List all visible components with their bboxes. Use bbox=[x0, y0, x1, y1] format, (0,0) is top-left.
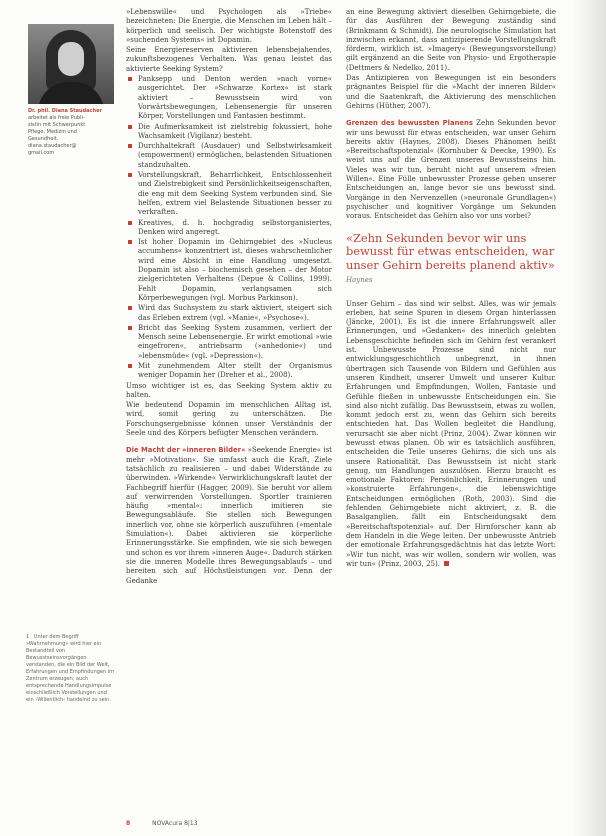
page-edge-shadow bbox=[572, 0, 606, 836]
list-item: Die Aufmerksamkeit ist zielstrebig fokussiert, hohe Wachsamkeit (Vigilanz) besteht. bbox=[126, 123, 332, 142]
footnote bbox=[26, 634, 114, 704]
bullet-square-icon bbox=[128, 240, 132, 244]
author-line: Pflege, Medizin und bbox=[28, 129, 77, 135]
paragraph: Das Antizipieren von Bewegungen ist ein besonders prägnantes Beispiel für die »Macht der inneren Bilder« und die Saatenkraft, die Aktivierung des menschlichen Gehirns (Hüther, 2007). bbox=[346, 74, 556, 110]
bullet-square-icon bbox=[128, 77, 132, 81]
page-footer bbox=[126, 820, 198, 827]
section-heading: Die Macht der »inneren Bilder« bbox=[126, 446, 246, 455]
list-item: Bricht das Seeking System zusammen, verliert der Mensch seine Lebensenergie. Er wirkt emotional »wie eingefroren«, antriebsarm (»anhedonie«) und »lebensmüde« (vgl. »Depression«). bbox=[126, 324, 332, 361]
author-email[interactable]: diana.staudacher@ bbox=[28, 143, 77, 149]
section-paragraph bbox=[346, 119, 556, 221]
paragraph: Seine Energiereserven aktivieren lebensbejahendes, zukunftsbezogenes Verhalten. Was genau leistet das aktivierte Seeking System? bbox=[126, 46, 332, 73]
pull-quote bbox=[346, 232, 556, 288]
author-bio bbox=[28, 108, 116, 157]
bullet-square-icon bbox=[128, 364, 132, 368]
end-mark-icon bbox=[444, 561, 449, 566]
footnote-number: 1 bbox=[26, 634, 30, 640]
author-photo bbox=[28, 24, 114, 104]
list-item: Wird das Suchsystem zu stark aktiviert, steigert sich das Erleben extrem (vgl. »Manie«, »Psychose«). bbox=[126, 304, 332, 323]
paragraph: Wie bedeutend Dopamin im menschlichen Alltag ist, wird, somit gering zu unterschätzen. Die Forschungsergebnisse können unser Verständnis der Seele und des Körpers befügter Menschen verändern. bbox=[126, 401, 332, 438]
list-item: Vorstellungskraft, Beharrlichkeit, Entschlossenheit und Zielstrebigkeit sind Persönlichkeitseigenschaften, die eng mit dem Seeking System verbunden sind. Sie helfen, extrem viel Belastende Situationen besser zu verkraften. bbox=[126, 171, 332, 217]
list-item: Kreatives, d. h. hochgradig selbstorganisiertes, Denken wird angeregt. bbox=[126, 219, 332, 238]
list-item: Panksepp und Denton werden »nach vorne« ausgerichtet. Der »Schwarze Kortex« ist stark aktiviert – Bewusstsein wird von Vorwärtsbewegungen, Lebensenergie für unseren Körper, Vorstellungen und Fantasien bestimmt. bbox=[126, 75, 332, 121]
article-column-1 bbox=[126, 8, 332, 587]
bullet-square-icon bbox=[128, 125, 132, 129]
bullet-square-icon bbox=[128, 221, 132, 225]
pull-quote-source: Haynes bbox=[346, 276, 373, 285]
author-line: arbeitet als freie Publi- bbox=[28, 115, 85, 121]
bullet-square-icon bbox=[128, 144, 132, 148]
paragraph-text: Unser Gehirn – das sind wir selbst. Alles, was wir jemals erleben, hat seine Spuren in diesem Organ hinterlassen (Jäncke, 2001). Es ist die innere Erfahrungswelt aller Erinnerungen, und »Gedanken« des innerlich gelebten Lebensgeschichte befinden sich im Gehirn fest verankert ist. Unbewusste Prozesse sind nicht nur entwicklungsgeschichtlich unbegrenzt, in ihnen übertragen sich Tausende von Bildern und Gefühlen aus unseren Kindheit, unserer Umwelt und unserer Kultur. Erfahrungen und Empfindungen, Wollen, Fantasie und Gefühle fließen in unbewusste Entscheidungen ein. Sie sind also nicht zufällig. Das Bewusstsein, etwas zu wollen, kommt jedoch erst zu, wenn das Gehirn sich bereits entschieden hat. Das Wollen begleitet die Handlung, verursacht sie aber nicht (Prinz, 2004). Zwar können wir bewusst etwas planen. Ob wir es tatsächlich ausführen, entscheiden die Teile unseres Gehirns, die sich uns als unsere Rationalität. Das Bewusstsein ist nicht stark genug, um Handlungen auszulösen. Hierzu braucht es emotionale Faktoren: Persönlichkeit, Erinnerungen und »konstruierte Erfahrungen«, die lebenswichtige Entscheidungen ermöglichen (Roth, 2003). Sind die fehlenden Gehirngebiete nicht aktiviert, z. B. die Basalganglien, fällt ein Entscheidungsakt dem »Bereitschaftspotenzial« auf. Der Hirnforscher kann ab dem Handeln in die Wege leiten. Der unbewusste Antrieb der emotionale Erfahrungsgedächtnis hat das letzte Wort: »Wir tun nicht, was wir wollen, sondern wir wollen, was wir tun« (Prinz, 2003, 25). bbox=[346, 299, 556, 568]
author-line: zistin mit Schwerpunkt bbox=[28, 122, 86, 128]
section-paragraph bbox=[126, 446, 332, 585]
article-column-2 bbox=[346, 8, 556, 570]
footnote-text: Unter dem Begriff »Wahrnehmung« wird hier ein Bestandteil von Bewusstseinsvorgängen verstanden, die ein Bild der Welt, Erfahrungen und Empfindungen im Zentrum erzeugen; auch entsprechende Handlungsimpulse einschließlich Vorstellungen und ein ›Willentlich‹ handelnd zu sein. bbox=[26, 634, 115, 703]
bullet-square-icon bbox=[128, 326, 132, 330]
bullet-list bbox=[126, 75, 332, 381]
list-item: Durchhaltekraft (Ausdauer) und Selbstwirksamkeit (empowerment) ermöglichen, belastenden Situationen standzuhalten. bbox=[126, 142, 332, 170]
bullet-square-icon bbox=[128, 173, 132, 177]
author-line: Gesundheit. bbox=[28, 136, 59, 142]
paragraph bbox=[346, 300, 556, 570]
author-email[interactable]: gmail.com bbox=[28, 150, 55, 156]
bullet-square-icon bbox=[128, 306, 132, 310]
section-heading: Grenzen des bewussten Planens bbox=[346, 119, 473, 128]
author-name: Dr. phil. Diana Staudacher bbox=[28, 108, 102, 114]
list-item: Mit zunehmendem Alter stellt der Organismus weniger Dopamin her (Dreher et al., 2008). bbox=[126, 362, 332, 381]
section-text: Zehn Sekunden bevor wir uns bewusst für etwas entscheiden, war unser Gehirn bereits aktiv (Haynes, 2008). Dieses Phänomen heißt »Bereitschaftspotenzial« (Kornhuber & Deecke, 1990). Es weist uns auf die Grenzen unseres Bewusstseins hin. Vieles was wir tun, beruht nicht auf unserem »freien Willen«. Eine Fülle unbewusster Prozesse gehen unserer Entscheidungen an, lange bevor sie uns bewusst sind. Vorgänge in den Nervenzellen (»neuronale Grundlagen«) psychischer und kognitiver Vorgänge um Sekunden voraus. Entscheidet das Gehirn also vor uns vorbei? bbox=[346, 119, 556, 221]
pull-quote-text: «Zehn Sekunden bevor wir uns bewusst für etwas entscheiden, war unser Gehirn bereits planend aktiv» bbox=[346, 230, 555, 272]
journal-name: NOVAcura 8|13 bbox=[152, 820, 198, 827]
paragraph: Umso wichtiger ist es, das Seeking System aktiv zu halten. bbox=[126, 381, 332, 399]
list-item: Ist hoher Dopamin im Gehirngebiet des »Nucleus accumbens« konzentriert ist, dieses wahrscheinlicher wird eine Absicht in eine Handlung umgesetzt. Dopamin ist also – biochemisch gesehen – der Motor zielgerichteten Verhaltens (Depue & Collins, 1999). Fehlt Dopamin, verlangsamen sich Körperbewegungen (vgl. Morbus Parkinson). bbox=[126, 238, 332, 303]
page-number: 8 bbox=[126, 820, 131, 827]
section-text: »Seekende Energie« ist mehr »Motivation«. Sie umfasst auch die Kraft, Ziele tatsächlich zu realisieren – und dabei Widerstände zu überwinden. »Wirkende« Verwirklichungskraft lautet der Fachbegriff hierfür (Hagger, 2009). Sie beruht vor allem auf verwirrenden Vorstellungen. Sportler trainieren häufig »mental«: innerlich imitieren sie Bewegungsabläufe. Sie stellen sich Bewegungen innerlich vor, ohne sie körperlich auszuführen (»mentale Simulation«). Dabei aktivieren sie körperliche Erinnerungsstärke. Sie empfinden, wie sie sich bewegen und schon es vor ihrem »inneren Auge«. Dadurch stärken sie die inneren Modelle ihres Bewegungsablaufs – und bereiten sich auf Höchstleistungen vor. Denn der Gedanke bbox=[126, 446, 332, 585]
paragraph: an eine Bewegung aktiviert dieselben Gehirngebiete, die für das Ausführen der Bewegung zuständig sind (Brinkmann & Schmidt). Die neurologische Simulation hat inzwischen erkannt, dass antizipierende Vorstellungskraft förderm, wirklich ist. »Imagery« (Bewegungsvorstellung) gilt ergänzend an die Seite von Physio- und Ergotherapie (Dettmers & Nedelko, 2011). bbox=[346, 8, 556, 72]
paragraph: »Lebenswille« und Psychologen als »Triebe« bezeichneten: Die Energie, die Menschen im Leben hält – körperlich und seelisch. Der wichtigste Botenstoff des »suchenden Systems« ist Dopamin. bbox=[126, 8, 332, 44]
